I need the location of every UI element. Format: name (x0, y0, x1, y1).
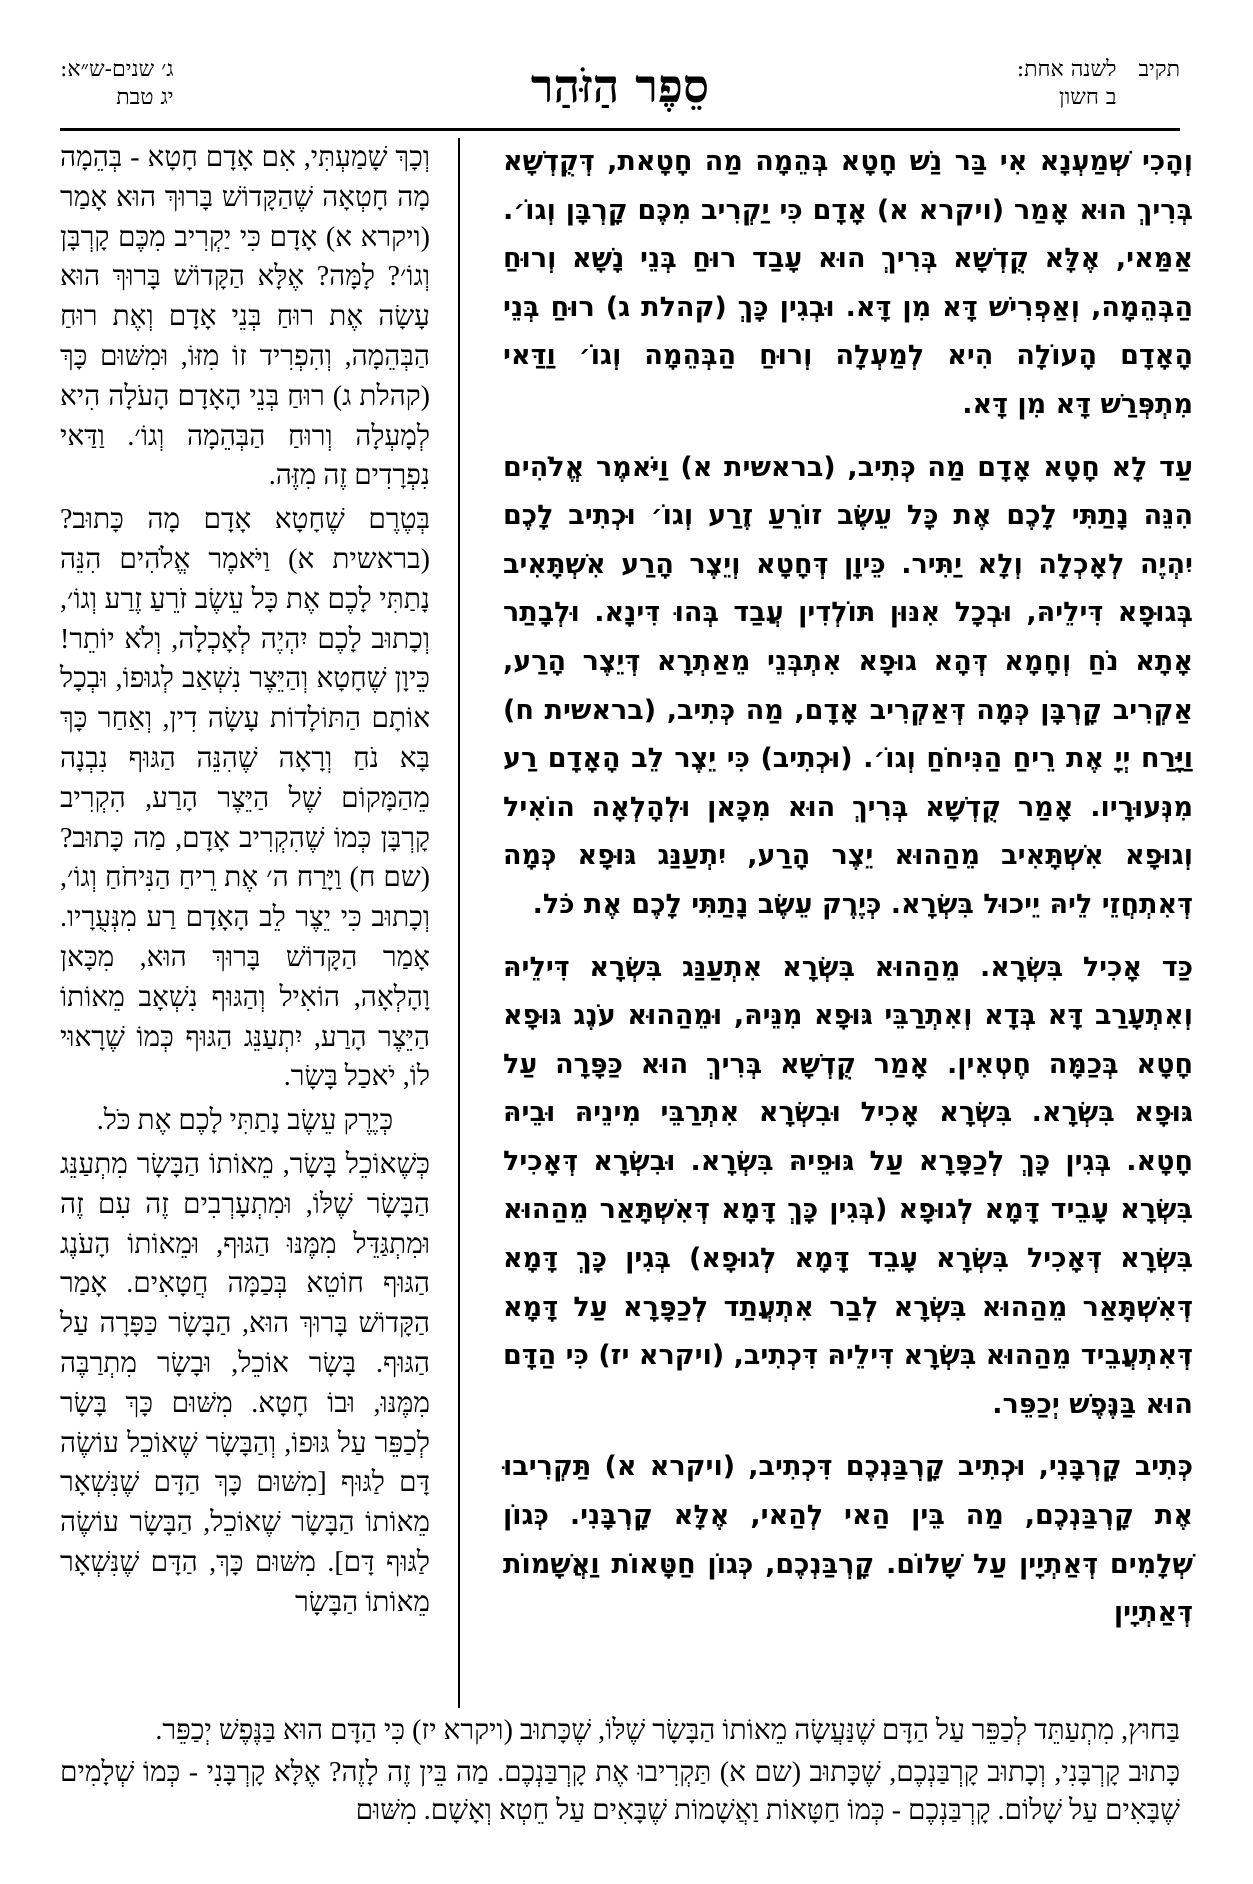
bottom-paragraph: בַּחוּץ, מִתְעַתֵּד לְכַפֵּר עַל הַדָּם שֶׁנַּעֲשָׂה מֵאוֹתוֹ הַבָּשָׂר שֶׁלּוֹ, שֶׁכָּתוּב (ויקרא יז) כִּי הַדָּם הוּא בַּנֶּפֶשׁ יְכַפֵּר. (155, 1715, 1180, 1746)
header-cycle-date: יג טבת (116, 85, 174, 110)
aramaic-paragraph: כַּד אָכִיל בִּשְׂרָא. מֵהַהוּא בִּשְׂרָא אִתְעַנַּג בִּשְׂרָא דִּילֵיהּ וְאִתְעָרַב דָּא בְּדָא וְאִתְרַבֵּי גּוּפָא מִנֵּיהּ, וּמֵהַהוּא עֹנֶג גּוּפָא חָטָא בְּכַמָּה חֶטְאִין. אָמַר קֻדְשָׁא בְּרִיךְ הוּא כַּפָּרָה עַל גּוּפָא בִּשְׂרָא. בִּשְׂרָא אָכִיל וּבִשְׂרָא אִתְרַבֵּי מִינֵיהּ וּבֵיהּ חָטָא. בְּגִין כָּךְ לְכַפָּרָא עַל גּוּפֵיהּ בִּשְׂרָא. וּבִשְׂרָא דְּאָכִיל בִּשְׂרָא עָבֵיד דָּמָא לְגוּפָא (בְּגִין כָּךְ דָּמָא דְּאִשְׁתָּאַר מֵהַהוּא בִּשְׂרָא דְּאָכִיל בִּשְׂרָא עָבֵד דָּמָא לְגוּפָא) בְּגִין כָּךְ דָּמָא דְּאִשְׁתָּאַר מֵהַהוּא בִּשְׂרָא לְבַר אִתְעֲתַד לְכַפָּרָא עַל דָּמָא דְּאִתְעֲבֵיד מֵהַהוּא בִּשְׂרָא דִּילֵיהּ דִּכְתִיב, (ויקרא יז) כִּי הַדָּם הוּא בַּנֶּפֶשׁ יְכַפֵּר. (503, 951, 1193, 1420)
header-cycle-label: ג׳ שנים-ש״א: (60, 57, 174, 82)
hebrew-paragraph: כְּיֶרֶק עֵשֶׂב נָתַתִּי לָכֶם אֶת כֹּל. (96, 1105, 394, 1137)
header-left (60, 56, 174, 112)
header-rule (60, 128, 1180, 131)
aramaic-column (503, 138, 1193, 1718)
aramaic-paragraph: כְּתִיב קָרְבָּנִי, וּכְתִיב קָרְבַּנְכֶם דִּכְתִיב, (ויקרא א) תַּקְרִיבוּ אֶת קָרְבַּנְכֶם, מַה בֵּין הַאי לְהַאי, אֶלָּא קָרְבָּנִי. כְּגוֹן שְׁלָמִים דְּאַתְיָין עַל שָׁלוֹם. קָרְבַּנְכֶם, כְּגוֹן חַטָּאוֹת וַאֲשָׁמוֹת דְּאַתְיָין (503, 1451, 1193, 1629)
hebrew-translation-column (60, 138, 430, 1718)
hebrew-paragraph: וְכָךְ שָׁמַעְתִּי, אִם אָדָם חָטָא - בְּהֵמָה מָה חָטְאָה שֶׁהַקָּדוֹשׁ בָּרוּךְ הוּא אָמַר (ויקרא א) אָדָם כִּי יַקְרִיב מִכֶּם קָרְבָּן וְגוֹ׳? לָמָּה? אֶלָּא הַקָּדוֹשׁ בָּרוּךְ הוּא עָשָׂה אֶת רוּחַ בְּנֵי אָדָם וְאֶת רוּחַ הַבְּהֵמָה, וְהִפְרִיד זוֹ מִזּוֹ, וּמִשּׁוּם כָּךְ (קהלת ג) רוּחַ בְּנֵי הָאָדָם הָעֹלָה הִיא לְמָעְלָה וְרוּחַ הַבְּהֵמָה וְגוֹ׳. וַדַּאי נִפְרָדִים זֶה מִזֶּה. (60, 142, 430, 492)
aramaic-paragraph: עַד לָא חָטָא אָדָם מַה כְּתִיב, (בראשית א) וַיֹּאמֶר אֱלֹהִים הִנֵּה נָתַתִּי לָכֶם אֶת כָּל עֵשֶׂב זוֹרֵעַ זֶרַע וְגוֹ׳ וּכְתִיב לָכֶם יִהְיֶה לְאָכְלָה וְלָא יַתִּיר. כֵּיוָן דְּחָטָא וְיֵצֶר הָרַע אִשְׁתָּאִיב בְּגוּפָא דִּילֵיהּ, וּבְכָל אִנּוּן תּוֹלְדִין עֲבַד בְּהוּ דִּינָא. וּלְבָתַר אָתָא נֹחַ וְחָמָא דְּהָא גוּפָא אִתְבְּנֵי מֵאַתְרָא דְּיֵצֶר הָרַע, אַקְרִיב קָרְבָּן כְּמָה דְּאַקְרִיב אָדָם, מַה כְּתִיב, (בראשית ח) וַיָּרַח יְיָ אֶת רֵיחַ הַנִּיחֹחַ וְגוֹ׳. (וּכְתִיב) כִּי יֵצֶר לֵב הָאָדָם רַע מִנְּעוּרָיו. אָמַר קֻדְשָׁא בְּרִיךְ הוּא מִכָּאן וּלְהָלְאָה הוֹאִיל וְגוּפָא אִשְׁתָּאִיב מֵהַהוּא יֵצֶר הָרַע, יִתְעַנַּג גּוּפָא כְּמָה דְּאִתְחֲזֵי לֵיהּ יֵיכוּל בִּשְׂרָא. כְּיֶרֶק עֵשֶׂב נָתַתִּי לָכֶם אֶת כֹּל. (503, 451, 1193, 920)
header-schedule-label: לשנה אחת: (1016, 57, 1117, 82)
hebrew-paragraph: בְּטֶרֶם שֶׁחָטָא אָדָם מָה כָּתוּב? (בראשית א) וַיֹּאמֶר אֱלֹהִים הִנֵּה נָתַתִּי לָכֶם אֶת כָּל עֵשֶׂב זֹרֵעַ זֶרַע וְגוֹ׳, וְכָתוּב לָכֶם יִהְיֶה לְאָכְלָה, וְלֹא יוֹתֵר! כֵּיוָן שֶׁחָטָא וְהַיֵּצֶר נִשְׁאַב לְגוּפוֹ, וּבְכָל אוֹתָם הַתּוֹלָדוֹת עָשָׂה דִין, וְאַחַר כָּךְ בָּא נֹחַ וְרָאָה שֶׁהִנֵּה הַגּוּף נִבְנָה מֵהַמָּקוֹם שֶׁל הַיֵּצֶר הָרַע, הִקְרִיב קָרְבָּן כְּמוֹ שֶׁהִקְרִיב אָדָם, מַה כָּתוּב? (שם ח) וַיָּרַח ה׳ אֶת רֵיחַ הַנִּיחֹחַ וְגוֹ׳, וְכָתוּב כִּי יֵצֶר לֵב הָאָדָם רַע מִנְּעֻרָיו. אָמַר הַקָּדוֹשׁ בָּרוּךְ הוּא, מִכָּאן וָהָלְאָה, הוֹאִיל וְהַגּוּף נִשְׁאָב מֵאוֹתוֹ הַיֵּצֶר הָרַע, יִתְעַנֵּג הַגּוּף כְּמוֹ שֶׁרָאוּי לוֹ, יֹאכַל בָּשָׂר. (60, 504, 430, 1093)
header-schedule-date: ב חשון (1059, 85, 1117, 110)
page-header (60, 56, 1180, 126)
aramaic-paragraph: וְהָכִי שְׁמַעְנָא אִי בַּר נַשׁ חָטָא בְּהֵמָה מַה חָטָאת, דְּקֻדְשָׁא בְּרִיךְ הוּא אָמַר (ויקרא א) אָדָם כִּי יַקְרִיב מִכֶּם קָרְבָּן וְגוֹ׳. אַמַּאי, אֶלָּא קֻדְשָׁא בְּרִיךְ הוּא עָבַד רוּחַ בְּנֵי נָשָׁא וְרוּחַ הַבְּהֵמָה, וְאַפְרִישׁ דָּא מִן דָּא. וּבְגִין כָּךְ (קהלת ג) רוּחַ בְּנֵי הָאָדָם הָעוֹלָה הִיא לְמַעְלָה וְרוּחַ הַבְּהֵמָה וְגוֹ׳ וַדַּאי מִתְפְּרַשׁ דָּא מִן דָּא. (503, 146, 1193, 420)
bottom-paragraph: כָּתוּב קָרְבָּנִי, וְכָתוּב קָרְבַּנְכֶם, שֶׁכָּתוּב (שם א) תַּקְרִיבוּ אֶת קָרְבַּנְכֶם. מַה בֵּין זֶה לָזֶה? אֶלָּא קָרְבָּנִי - כְּמוֹ שְׁלָמִים שֶׁבָּאִים עַל שָׁלוֹם. קָרְבַּנְכֶם - כְּמוֹ חַטָּאוֹת וַאֲשָׁמוֹת שֶׁבָּאִים עַל חֵטְא וְאָשָׁם. מִשּׁוּם (60, 1757, 1180, 1826)
book-title: סֵפֶר הַזֹּהַר (530, 59, 710, 113)
column-divider (458, 138, 460, 1708)
bottom-full-width-text (60, 1712, 1180, 1834)
hebrew-paragraph: כְּשֶׁאוֹכֵל בָּשָׂר, מֵאוֹתוֹ הַבָּשָׂר מִתְעַנֵּג הַבָּשָׂר שֶׁלּוֹ, וּמִתְעָרְבִים זֶה עִם זֶה וּמִתְגַּדֵּל מִמֶּנּוּ הַגּוּף, וּמֵאוֹתוֹ הָעֹנֶג הַגּוּף חוֹטֵא בְּכַמָּה חֲטָאִים. אָמַר הַקָּדוֹשׁ בָּרוּךְ הוּא, הַבָּשָׂר כַּפָּרָה עַל הַגּוּף. בָּשָׂר אוֹכֵל, וּבָשָׂר מִתְרַבֶּה מִמֶּנּוּ, וּבוֹ חָטָא. מִשּׁוּם כָּךְ בָּשָׂר לְכַפֵּר עַל גּוּפוֹ, וְהַבָּשָׂר שֶׁאוֹכֵל עוֹשֶׂה דָּם לַגּוּף [מִשּׁוּם כָּךְ הַדָּם שֶׁנִּשְׁאָר מֵאוֹתוֹ הַבָּשָׂר שֶׁאוֹכֵל, הַבָּשָׂר עוֹשֶׂה לַגּוּף דָּם]. מִשּׁוּם כָּךְ, הַדָּם שֶׁנִּשְׁאָר מֵאוֹתוֹ הַבָּשָׂר (60, 1148, 430, 1618)
header-page-marker: תקיב (1138, 57, 1180, 82)
